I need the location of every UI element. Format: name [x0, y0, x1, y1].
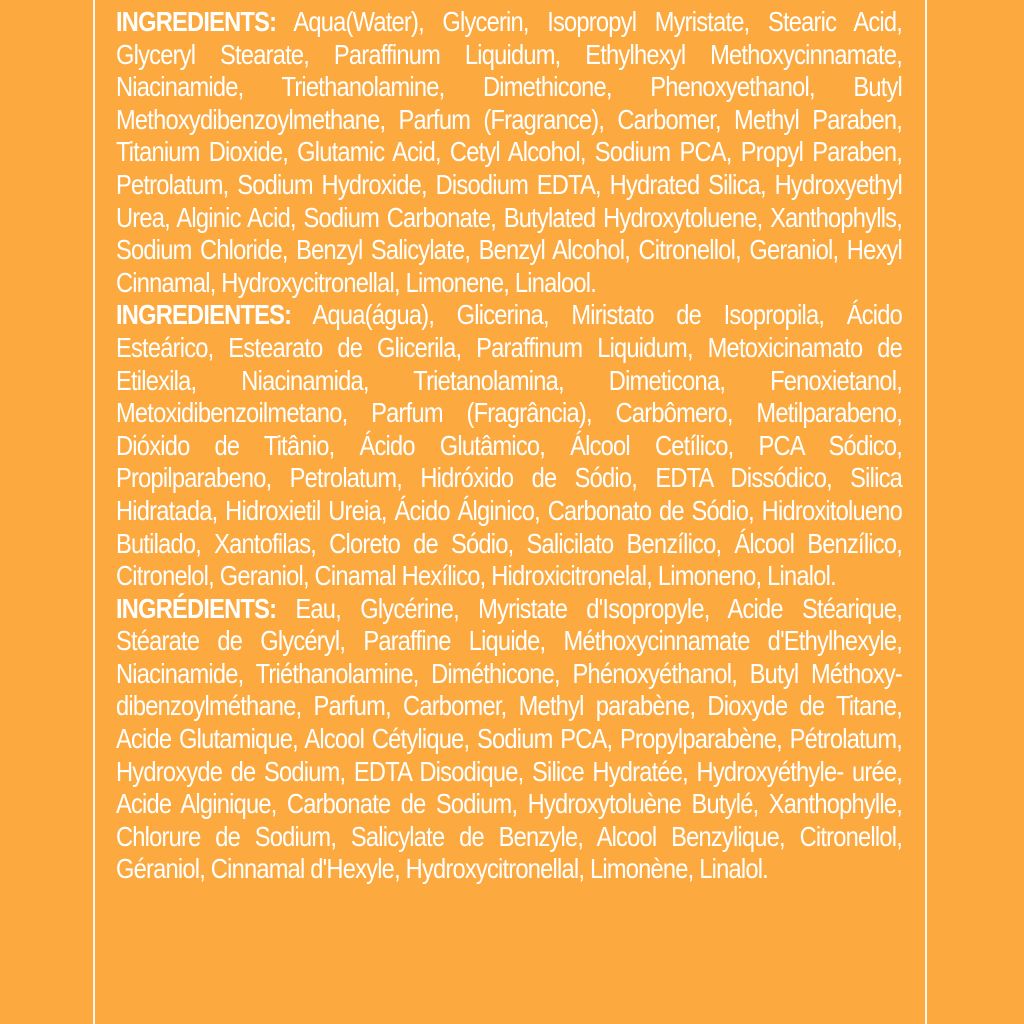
- ingredients-list-english: Aqua(Water), Glycerin, Isopropyl Myristate, Stearic Acid, Glyceryl Stearate, Paraffinum Liquidum, Ethylhexyl Methoxycinnamate, Niacinamide, Triethanolamine, Dimethicone, Phenoxyethanol, Butyl Methoxydibenzoylmethane, Parfum (Fragrance), Carbomer, Methyl Paraben, Titanium Dioxide, Glutamic Acid, Cetyl Alcohol, Sodium PCA, Propyl Paraben, Petrolatum, Sodium Hydroxide, Disodium EDTA, Hydrated Silica, Hydroxyethyl Urea, Alginic Acid, Sodium Carbonate, Butylated Hydroxytoluene, Xanthophylls, Sodium Chloride, Benzyl Salicylate, Benzyl Alcohol, Citronellol, Geraniol, Hexyl Cinnamal, Hydroxycitronellal, Limonene, Linalool.: [116, 6, 903, 298]
- ingredients-portuguese: [116, 299, 902, 592]
- ingredients-french: [116, 593, 902, 886]
- heading-english: INGREDIENTS:: [116, 6, 277, 37]
- ingredients-list-french: Eau, Glycérine, Myristate d'Isopropyle, Acide Stéarique, Stéarate de Glycéryl, Paraffine Liquide, Méthoxycinnamate d'Ethylhexyle, Niacinamide, Triéthanolamine, Diméthicone, Phénoxyéthanol, Butyl Méthoxy-dibenzoylméthane, Parfum, Carbomer, Methyl parabène, Dioxyde de Titane, Acide Glutamique, Alcool Cétylique, Sodium PCA, Propylparabène, Pétrolatum, Hydroxyde de Sodium, EDTA Disodique, Silice Hydratée, Hydroxyéthyle- urée, Acide Alginique, Carbonate de Sodium, Hydroxytoluène Butylé, Xanthophylle, Chlorure de Sodium, Salicylate de Benzyle, Alcool Benzylique, Citronellol, Géraniol, Cinnamal d'Hexyle, Hydroxycitronellal, Limonène, Linalol.: [116, 592, 903, 885]
- ingredients-content: [116, 6, 902, 886]
- heading-portuguese: INGREDIENTES:: [116, 299, 292, 331]
- heading-french: INGRÉDIENTS:: [116, 592, 277, 624]
- ingredients-english: [116, 6, 902, 299]
- ingredients-list-portuguese: Aqua(água), Glicerina, Miristato de Isopropila, Ácido Esteárico, Estearato de Glicerila, Paraffinum Liquidum, Metoxicinamato de Etilexila, Niacinamida, Trietanolamina, Dimeticona, Fenoxietanol, Metoxidibenzoilmetano, Parfum (Fragrância), Carbômero, Metilparabeno, Dióxido de Titânio, Ácido Glutâmico, Álcool Cetílico, PCA Sódico, Propilparabeno, Petrolatum, Hidróxido de Sódio, EDTA Dissódico, Silica Hidratada, Hidroxietil Ureia, Ácido Álginico, Carbonato de Sódio, Hidroxitolueno Butilado, Xantofilas, Cloreto de Sódio, Salicilato Benzílico, Álcool Benzílico, Citronelol, Geraniol, Cinamal Hexílico, Hidroxicitronelal, Limoneno, Linalol.: [116, 299, 903, 592]
